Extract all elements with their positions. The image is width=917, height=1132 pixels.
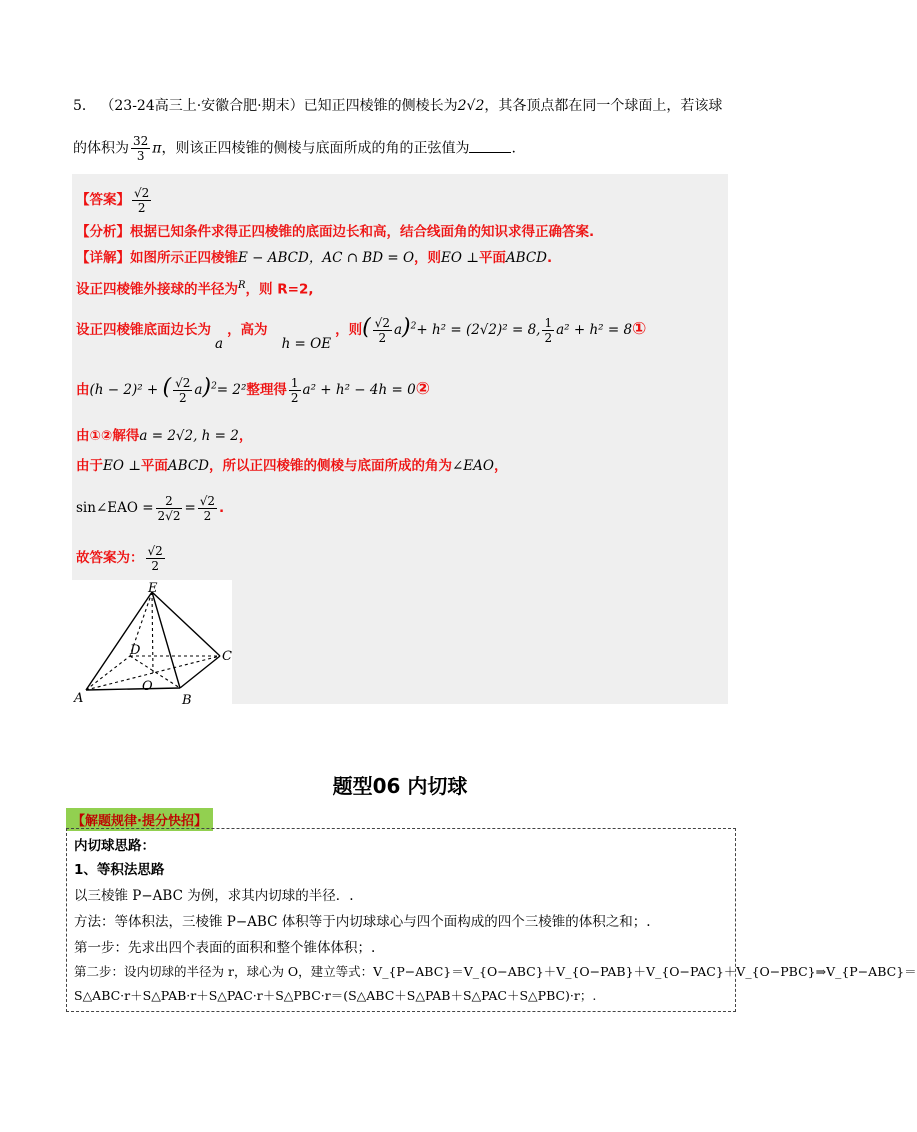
detail-line-8: 故答案为： $\frac{√2}{2}$ [76,544,163,573]
analysis-line: 【分析】根据已知条件求得正四棱锥的底面边长和高，结合线面角的知识求得正确答案. [76,224,595,240]
tip-line-1: 内切球思路： [74,838,155,854]
edge-BC [180,656,220,688]
question-number: 5． [73,98,96,114]
volume-fraction: $\frac{32}{3}$ [133,134,149,163]
detail-line-5: 由①②解得a = 2√2, h = 2， [76,428,253,444]
edge-EB [152,592,180,688]
question-source: （23-24高三上·安徽合肥·期末） [100,98,304,114]
edge-EC [152,592,220,656]
tip-line-2: 1、等积法思路 [74,862,165,878]
question-line-2: 的体积为 $\frac{32}{3}$ π，则该正四棱锥的侧棱与底面所成的角的正弦值为 . [73,134,516,163]
question-line-1: 5． （23-24高三上·安徽合肥·期末）已知正四棱锥的侧棱长为2√2，其各顶点都在同一个球面上，若该球 [73,98,723,114]
tip-line-3: 以三棱锥 P−ABC 为例，求其内切球的半径．. [74,888,354,904]
analysis-label: 【分析】 [76,224,130,240]
detail-label: 【详解】 [76,250,130,266]
tip-line-5: 第一步：先求出四个表面的面积和整个锥体体积；. [74,940,376,956]
detail-line-1: 【详解】如图所示正四棱锥E − ABCD，AC ∩ BD = O，则EO ⊥平面ABCD. [76,250,553,266]
tips-label: 【解题规律·提分快招】 [66,808,213,831]
edge-AD [86,656,130,690]
tip-line-4: 方法：等体积法，三棱锥 P−ABC 体积等于内切球球心与四个面构成的四个三棱锥的体积之和；. [74,914,651,930]
pyramid-diagram [72,580,232,708]
detail-line-4: 由(h − 2)² + ( $\frac{√2}{2}$ a)$^2$= 2²整理得 $\frac{1}{2}$ a² + h² − 4h = 0② [76,375,431,405]
detail-line-3: 设正四棱锥底面边长为a，高为h = OE，则( $\frac{√2}{2}$ a)$^2$+ h² = (2√2)² = 8, $\frac{1}{2}$ a² + h² = 8① [76,315,647,352]
edge-AB [86,688,180,690]
label-C: C [222,649,232,664]
detail-line-2: 设正四棱锥外接球的半径为$^R$，则 R=2, [76,280,314,298]
pyramid-figure [72,580,232,708]
answer-blank [469,138,511,153]
answer-label: 【答案】 [76,192,130,208]
detail-line-6: 由于EO ⊥平面ABCD，所以正四棱锥的侧棱与底面所成的角为∠EAO， [76,458,508,474]
edge-EA [86,592,152,690]
edge-EO [152,592,153,673]
label-A: A [74,691,84,706]
side-length: 2√2 [457,98,485,114]
label-D: D [130,643,141,658]
label-E: E [148,581,158,596]
tip-line-6: 第二步：设内切球的半径为 r，球心为 O，建立等式：V_{P−ABC}＝V_{O−ABC}＋V_{O−PAB}＋V_{O−PAC}＋V_{O−PBC}⇒V_{P−ABC}＝ [74,964,917,979]
label-B: B [182,693,192,708]
label-O: O [142,679,153,694]
answer-line: 【答案】 $\frac{√2}{2}$ [76,186,150,215]
section-title: 题型06 内切球 [332,774,468,798]
tip-line-7: S△ABC·r＋S△PAB·r＋S△PAC·r＋S△PBC·r＝(S△ABC＋S△PAB＋S△PAC＋S△PBC)·r；. [74,988,597,1003]
detail-line-7: sin∠EAO = $\frac{2}{2√2}$ = $\frac{√2}{2}$ . [76,494,225,523]
